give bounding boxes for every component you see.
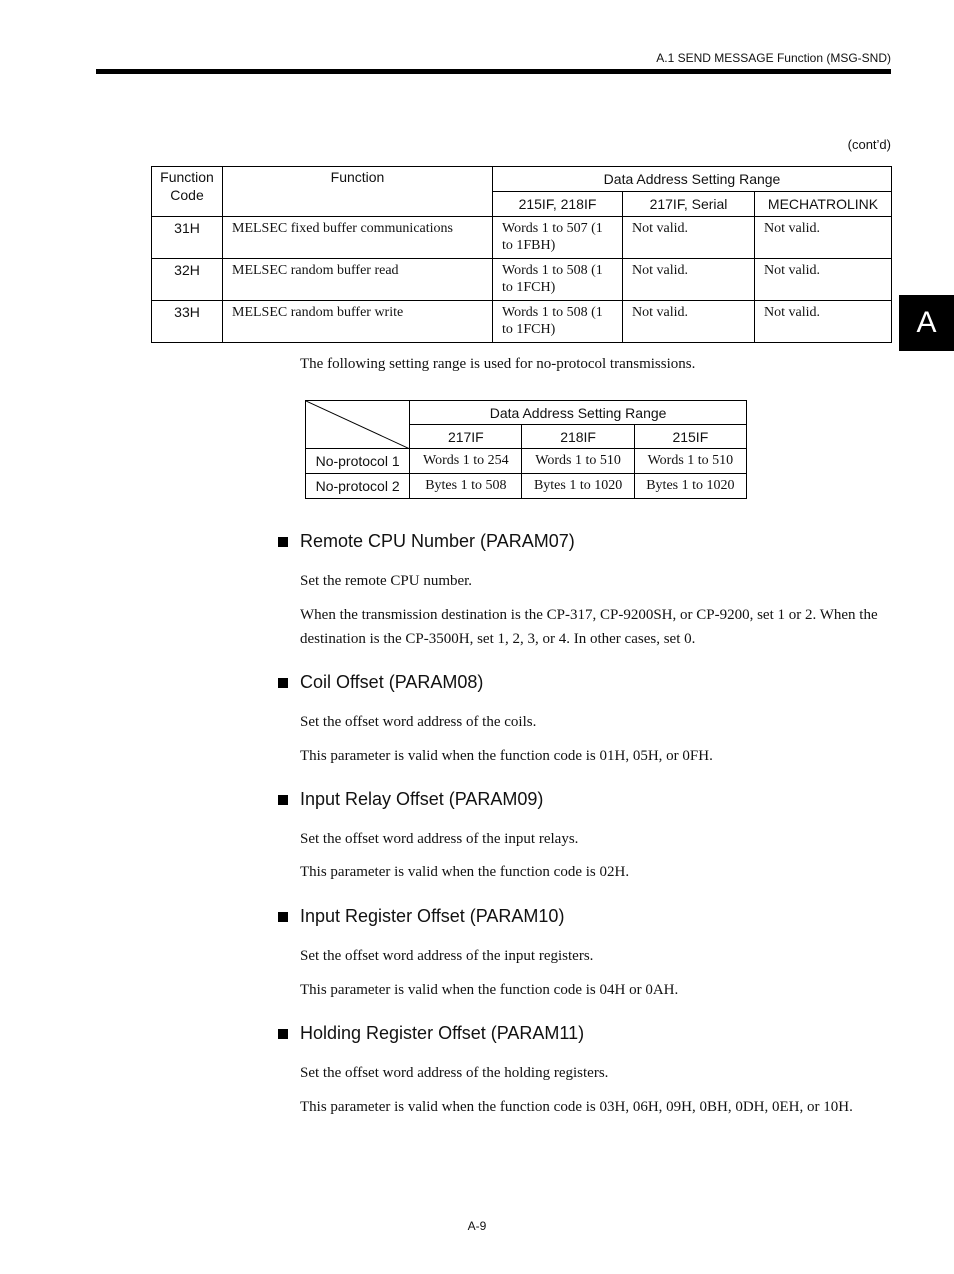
function-range-table — [151, 166, 892, 343]
subheader-215if: 215IF — [634, 425, 746, 449]
bullet-square-icon — [278, 912, 288, 922]
function-code-cell: 32H — [152, 259, 223, 301]
range-cell: Words 1 to 507 (1 to 1FBH) — [493, 217, 623, 259]
bullet-square-icon — [278, 537, 288, 547]
header-function: Function — [223, 167, 493, 217]
section-title: Coil Offset (PARAM08) — [300, 672, 484, 692]
table-row — [306, 449, 747, 474]
header-function-code: Function Code — [152, 167, 223, 217]
section-title: Input Register Offset (PARAM10) — [300, 906, 565, 926]
running-header: A.1 SEND MESSAGE Function (MSG-SND) — [656, 51, 891, 65]
function-code-cell: 31H — [152, 217, 223, 259]
range-cell: Not valid. — [755, 301, 892, 343]
range-cell: Words 1 to 254 — [410, 449, 522, 474]
subheader-218if: 218IF — [522, 425, 634, 449]
section-paragraph: Set the offset word address of the input registers. — [300, 948, 594, 964]
range-cell: Bytes 1 to 508 — [410, 474, 522, 499]
section-paragraph: Set the offset word address of the input relays. — [300, 831, 579, 847]
section-title: Input Relay Offset (PARAM09) — [300, 789, 544, 809]
section-paragraph: When the transmission destination is the CP-317, CP-9200SH, or CP-9200, set 1 or 2. When the destination is the CP-3500H, set 1, 2, 3, or 4. In other cases, set 0. — [300, 607, 878, 647]
table-row — [152, 301, 892, 343]
range-cell: Not valid. — [623, 217, 755, 259]
header-rule — [96, 69, 891, 74]
range-cell: Words 1 to 508 (1 to 1FCH) — [493, 301, 623, 343]
range-cell: Not valid. — [755, 217, 892, 259]
section-heading — [278, 1023, 584, 1044]
function-name-cell: MELSEC fixed buffer communications — [223, 217, 493, 259]
row-label: No-protocol 1 — [306, 449, 410, 474]
bullet-square-icon — [278, 1029, 288, 1039]
section-paragraph: This parameter is valid when the function code is 04H or 0AH. — [300, 982, 679, 998]
range-cell: Bytes 1 to 1020 — [522, 474, 634, 499]
subheader-217-serial: 217IF, Serial — [623, 192, 755, 217]
section-heading — [278, 531, 575, 552]
diagonal-corner-cell — [306, 401, 410, 449]
table-row — [152, 259, 892, 301]
function-code-cell: 33H — [152, 301, 223, 343]
subheader-217if: 217IF — [410, 425, 522, 449]
section-heading — [278, 789, 543, 810]
subheader-215-218: 215IF, 218IF — [493, 192, 623, 217]
page-number: A-9 — [467, 1219, 487, 1233]
intro-text: The following setting range is used for no-protocol transmissions. — [300, 356, 696, 372]
section-title: Remote CPU Number (PARAM07) — [300, 531, 575, 551]
section-paragraph: Set the offset word address of the holding registers. — [300, 1065, 609, 1081]
section-tab: A — [899, 295, 954, 351]
range-cell: Not valid. — [623, 301, 755, 343]
continued-label: (cont’d) — [847, 137, 891, 152]
section-paragraph: Set the offset word address of the coils. — [300, 714, 537, 730]
section-paragraph: This parameter is valid when the function code is 01H, 05H, or 0FH. — [300, 748, 713, 764]
no-protocol-table — [305, 400, 747, 499]
range-cell: Words 1 to 510 — [634, 449, 746, 474]
function-name-cell: MELSEC random buffer write — [223, 301, 493, 343]
function-name-cell: MELSEC random buffer read — [223, 259, 493, 301]
table-row — [306, 474, 747, 499]
bullet-square-icon — [278, 795, 288, 805]
range-cell: Words 1 to 508 (1 to 1FCH) — [493, 259, 623, 301]
section-heading — [278, 672, 483, 693]
range-cell: Not valid. — [623, 259, 755, 301]
section-paragraph: This parameter is valid when the function code is 02H. — [300, 864, 630, 880]
subheader-mechatrolink: MECHATROLINK — [755, 192, 892, 217]
range-cell: Bytes 1 to 1020 — [634, 474, 746, 499]
section-paragraph: Set the remote CPU number. — [300, 573, 473, 589]
diagonal-line — [306, 401, 410, 449]
section-heading — [278, 906, 564, 927]
bullet-square-icon — [278, 678, 288, 688]
row-label: No-protocol 2 — [306, 474, 410, 499]
table-row — [152, 217, 892, 259]
header-range: Data Address Setting Range — [493, 167, 892, 192]
range-cell: Not valid. — [755, 259, 892, 301]
range-cell: Words 1 to 510 — [522, 449, 634, 474]
section-paragraph: This parameter is valid when the function code is 03H, 06H, 09H, 0BH, 0DH, 0EH, or 10H. — [300, 1099, 853, 1115]
section-title: Holding Register Offset (PARAM11) — [300, 1023, 585, 1043]
header-range: Data Address Setting Range — [410, 401, 747, 425]
